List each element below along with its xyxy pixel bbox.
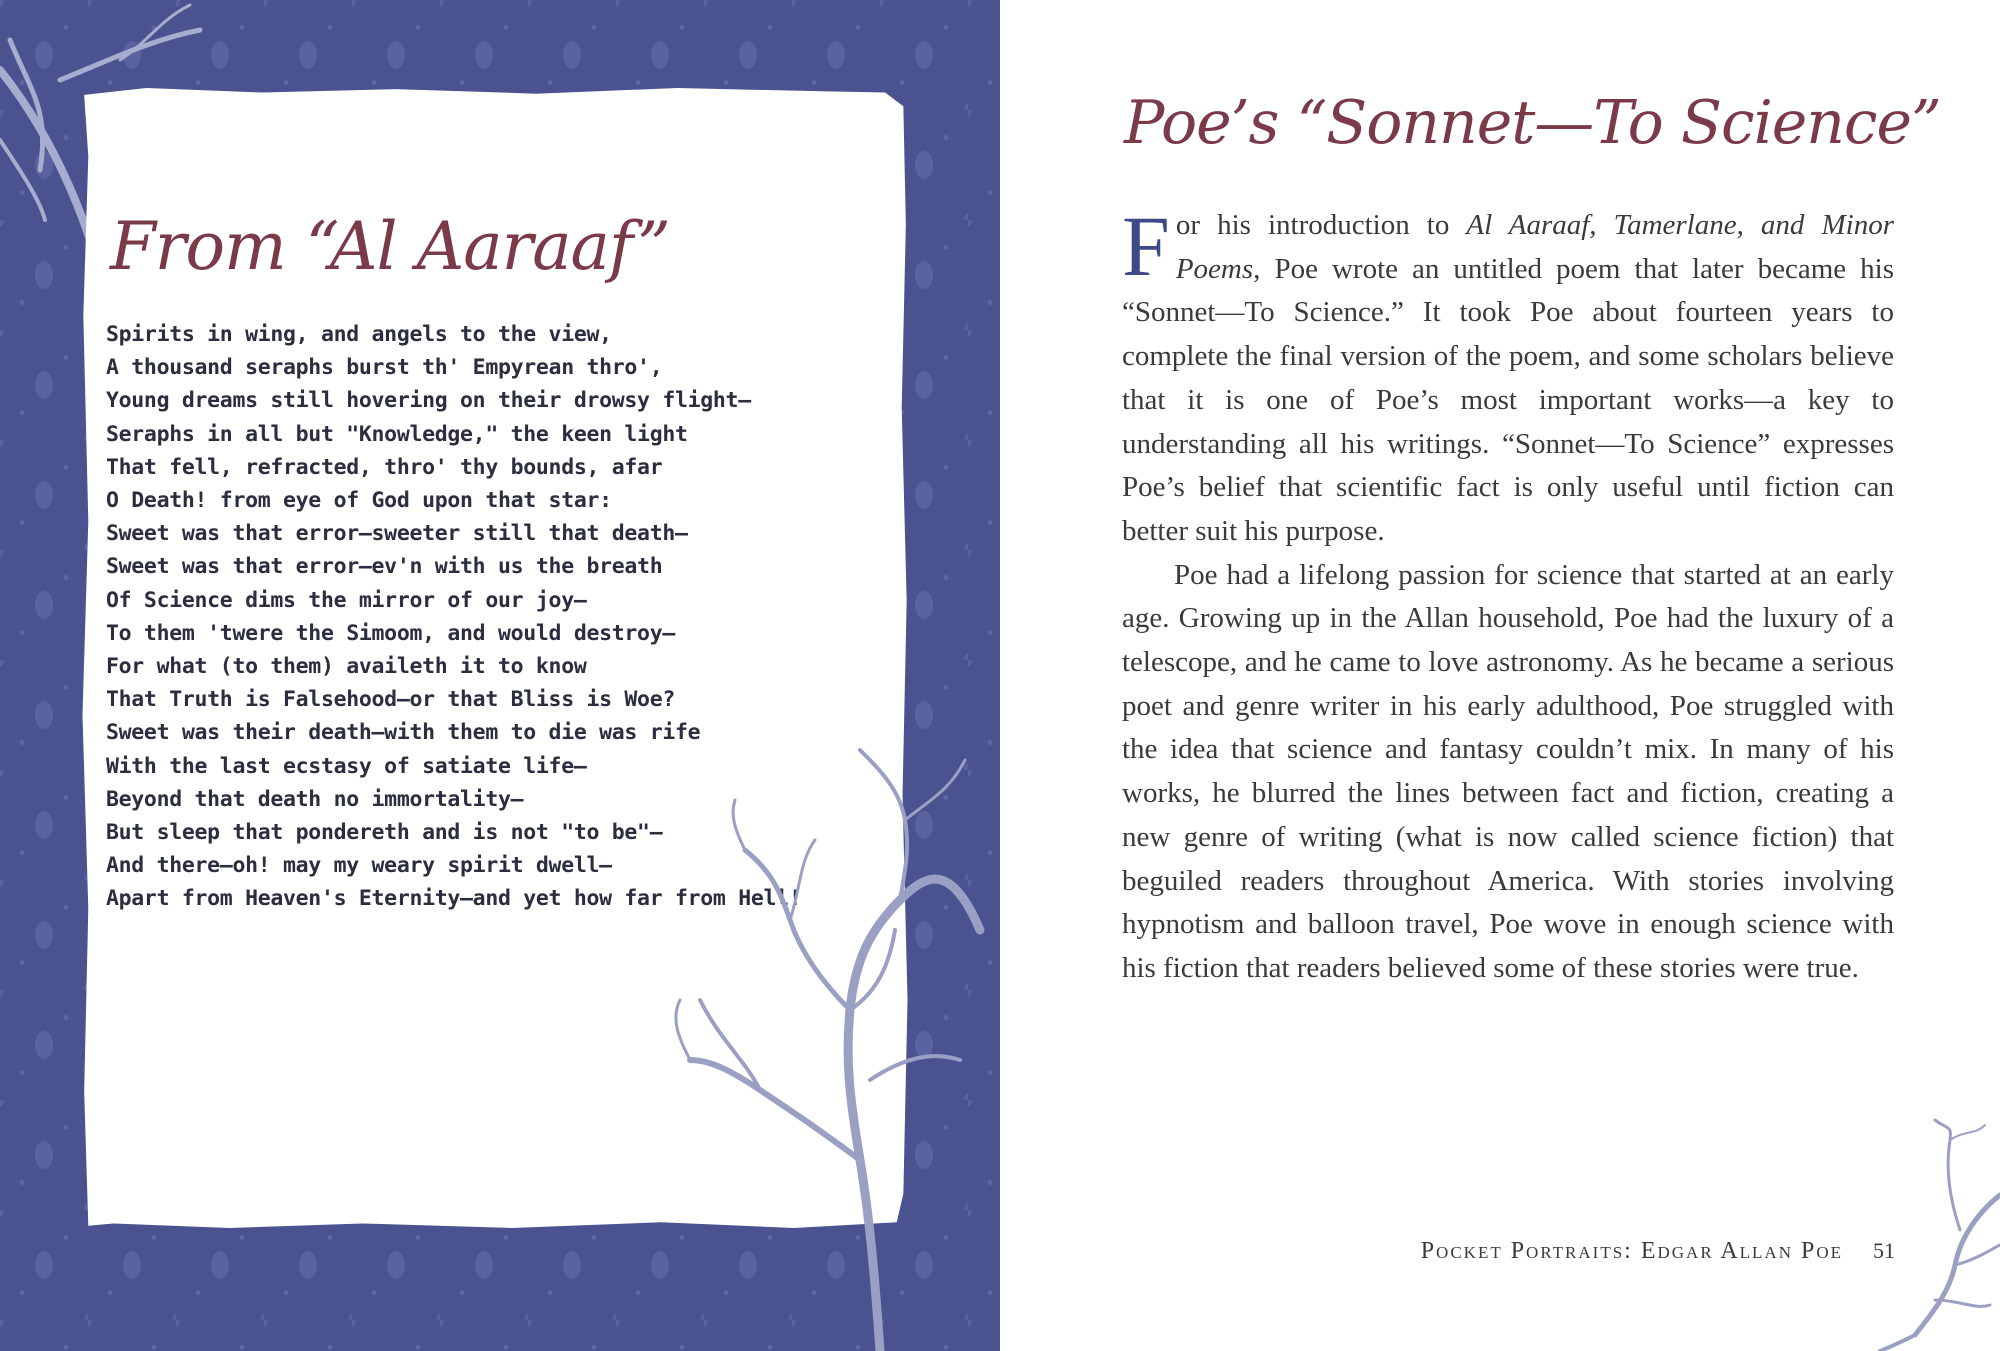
- page-number: 51: [1873, 1238, 1895, 1263]
- poem-line: Sweet was that error—ev'n with us the breath: [106, 554, 663, 580]
- poem-line: Beyond that death no immortality—: [106, 786, 524, 812]
- paragraph: Poe had a lifelong passion for science that started at an early age. Growing up in the Allan household, Poe had the luxury of a telescope, and he came to love astronomy. As he became a serious poet and genre writer in his early adulthood, Poe struggled with the idea that science and fantasy couldn’t mix. In many of his works, he blurred the lines between fact and fiction, creating a new genre of writing (what is now called science fiction) that beguiled readers throughout America. With stories involving hypnotism and balloon travel, Poe wove in enough science with his fiction that readers believed some of these stories were true.: [1122, 558, 1894, 984]
- poem-body: [106, 318, 906, 916]
- book-title-italic: Al Aaraaf, Tamerlane, and Minor Poems: [1175, 209, 1894, 285]
- poem-line: That fell, refracted, thro' thy bounds, afar: [106, 454, 663, 480]
- poem-title: From “Al Aaraaf”: [110, 208, 670, 285]
- poem-line: Young dreams still hovering on their drowsy flight—: [106, 388, 751, 414]
- poem-line: To them 'twere the Simoom, and would destroy—: [106, 620, 675, 646]
- poem-line: Sweet was that error—sweeter still that death—: [106, 521, 688, 547]
- poem-line: Spirits in wing, and angels to the view,: [106, 322, 612, 347]
- poem-line: O Death! from eye of God upon that star:: [106, 488, 612, 514]
- poem-line: Sweet was their death—with them to die was rife: [106, 720, 701, 746]
- poem-line: A thousand seraphs burst th' Empyrean thro',: [106, 355, 663, 381]
- poem-line: That Truth is Falsehood—or that Bliss is Woe?: [106, 687, 675, 713]
- paragraph: [1122, 198, 1894, 554]
- running-footer-title: Pocket Portraits: Edgar Allan Poe: [1420, 1238, 1843, 1264]
- poem-line: Seraphs in all but "Knowledge," the keen light: [106, 421, 688, 447]
- page-footer: [1375, 1238, 1895, 1265]
- drop-cap: F: [1122, 198, 1170, 294]
- poem-line: But sleep that pondereth and is not "to be"—: [106, 820, 663, 846]
- right-page: [1000, 0, 2000, 1351]
- poem-line: With the last ecstasy of satiate life—: [106, 753, 587, 779]
- poem-line: Of Science dims the mirror of our joy—: [106, 587, 587, 613]
- body-text: [1122, 198, 1894, 991]
- paragraph-text: , Poe wrote an untitled poem that later became his “Sonnet—To Science.” It took Poe about fourteen years to complete the final version of the poem, and some scholars believe that it is one of Poe’s most important works—a key to understanding all his writings. “Sonnet—To Science” expresses Poe’s belief that scientific fact is only useful until fiction can better suit his purpose.: [1122, 252, 1894, 547]
- poem-line: And there—oh! may my weary spirit dwell—: [106, 853, 612, 879]
- paragraph-text: or his introduction to: [1175, 209, 1467, 241]
- section-title: Poe’s “Sonnet—To Science”: [1124, 88, 1941, 158]
- poem-line: Apart from Heaven's Eternity—and yet how far from Hell!: [106, 886, 802, 912]
- poem-line: For what (to them) availeth it to know: [106, 654, 587, 680]
